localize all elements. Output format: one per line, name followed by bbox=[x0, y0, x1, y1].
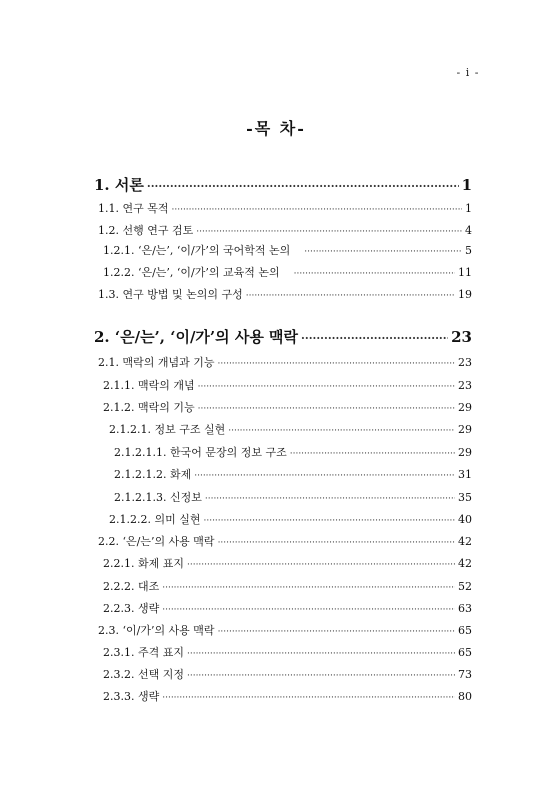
toc-entry-label: 1.2.1. ‘은/는’, ‘이/가’의 국어학적 논의 bbox=[103, 244, 291, 257]
toc-entry-1-2-1[interactable] bbox=[103, 242, 472, 258]
toc-title: -목 차- bbox=[246, 119, 306, 138]
toc-entry-page: 29 bbox=[458, 423, 472, 436]
toc-entry-2-1-2-1-1[interactable] bbox=[114, 444, 472, 460]
leader-dots bbox=[187, 560, 455, 570]
leader-dots bbox=[290, 449, 455, 459]
toc-entry-2-3-3[interactable] bbox=[103, 688, 472, 704]
toc-entry-page: 19 bbox=[458, 288, 472, 301]
leader-dots bbox=[187, 671, 455, 681]
toc-entry-1-1[interactable] bbox=[98, 200, 472, 216]
toc-entry-label: 2.1.2.1. 정보 구조 실현 bbox=[109, 423, 226, 436]
toc-entry-1-2[interactable] bbox=[98, 222, 472, 238]
toc-entry-page: 73 bbox=[458, 668, 472, 681]
toc-entry-page: 35 bbox=[458, 491, 472, 504]
leader-dots bbox=[294, 269, 455, 279]
toc-entry-2-2-3[interactable] bbox=[103, 600, 472, 616]
toc-entry-page: 63 bbox=[458, 602, 472, 615]
toc-entry-2-1[interactable] bbox=[98, 354, 472, 370]
toc-entry-page: 29 bbox=[458, 446, 472, 459]
leader-dots bbox=[198, 404, 455, 414]
toc-entry-label: 2. ‘은/는’, ‘이/가’의 사용 맥락 bbox=[94, 328, 299, 346]
toc-entry-page: 42 bbox=[458, 535, 472, 548]
toc-entry-1-2-2[interactable] bbox=[103, 264, 472, 280]
toc-entry-label: 2.2.1. 화제 표지 bbox=[103, 557, 184, 570]
leader-dots bbox=[301, 332, 448, 345]
leader-dots bbox=[162, 583, 455, 593]
toc-chapter-1[interactable] bbox=[94, 174, 472, 195]
toc-entry-2-1-1[interactable] bbox=[103, 377, 472, 393]
toc-entry-2-3-2[interactable] bbox=[103, 666, 472, 682]
toc-entry-2-3-1[interactable] bbox=[103, 644, 472, 660]
toc-entry-2-2-2[interactable] bbox=[103, 578, 472, 594]
toc-entry-page: 5 bbox=[465, 244, 472, 257]
leader-dots bbox=[205, 494, 455, 504]
toc-entry-page: 11 bbox=[458, 266, 472, 279]
page-number: - i - bbox=[456, 66, 480, 79]
toc-entry-2-1-2-1[interactable] bbox=[109, 421, 472, 437]
toc-entry-label: 2.1.2. 맥락의 기능 bbox=[103, 401, 195, 414]
toc-entry-label: 2.2.2. 대조 bbox=[103, 580, 160, 593]
toc-entry-label: 1. 서론 bbox=[94, 176, 144, 194]
toc-entry-page: 29 bbox=[458, 401, 472, 414]
toc-entry-page: 42 bbox=[458, 557, 472, 570]
leader-dots bbox=[304, 247, 462, 257]
toc-entry-label: 2.2. ‘은/는’의 사용 맥락 bbox=[98, 535, 215, 548]
leader-dots bbox=[228, 426, 455, 436]
toc-entry-page: 4 bbox=[465, 224, 472, 237]
leader-dots bbox=[203, 516, 455, 526]
leader-dots bbox=[172, 205, 463, 215]
toc-entry-2-1-2-1-2[interactable] bbox=[114, 466, 472, 482]
leader-dots bbox=[196, 227, 462, 237]
toc-entry-label: 2.2.3. 생략 bbox=[103, 602, 160, 615]
toc-entry-2-1-2[interactable] bbox=[103, 399, 472, 415]
toc-chapter-2[interactable] bbox=[94, 326, 472, 347]
leader-dots bbox=[198, 382, 455, 392]
toc-entry-page: 80 bbox=[458, 690, 472, 703]
leader-dots bbox=[187, 649, 455, 659]
toc-entry-page: 52 bbox=[458, 580, 472, 593]
toc-entry-page: 65 bbox=[458, 646, 472, 659]
toc-entry-label: 2.3.1. 주격 표지 bbox=[103, 646, 184, 659]
toc-entry-label: 2.1.2.1.3. 신정보 bbox=[114, 491, 202, 504]
toc-entry-page: 23 bbox=[458, 379, 472, 392]
leader-dots bbox=[218, 538, 455, 548]
leader-dots bbox=[162, 605, 455, 615]
toc-entry-page: 65 bbox=[458, 624, 472, 637]
leader-dots bbox=[218, 359, 456, 369]
leader-dots bbox=[162, 693, 455, 703]
leader-dots bbox=[194, 471, 455, 481]
toc-entry-page: 1 bbox=[461, 176, 472, 194]
toc-entry-page: 23 bbox=[451, 328, 472, 346]
toc-entry-label: 1.3. 연구 방법 및 논의의 구성 bbox=[98, 288, 243, 301]
toc-entry-page: 40 bbox=[458, 513, 472, 526]
toc-entry-label: 2.1.1. 맥락의 개념 bbox=[103, 379, 195, 392]
toc-entry-label: 2.1. 맥락의 개념과 기능 bbox=[98, 356, 215, 369]
toc-entry-page: 1 bbox=[465, 202, 472, 215]
toc-entry-label: 2.1.2.2. 의미 실현 bbox=[109, 513, 201, 526]
toc-entry-label: 1.1. 연구 목적 bbox=[98, 202, 169, 215]
toc-entry-label: 2.3.2. 선택 지정 bbox=[103, 668, 184, 681]
toc-entry-label: 1.2.2. ‘은/는’, ‘이/가’의 교육적 논의 bbox=[103, 266, 280, 279]
toc-entry-label: 2.1.2.1.2. 화제 bbox=[114, 468, 192, 481]
toc-entry-2-2[interactable] bbox=[98, 533, 472, 549]
toc-entry-page: 31 bbox=[458, 468, 472, 481]
leader-dots bbox=[147, 180, 459, 193]
leader-dots bbox=[218, 627, 455, 637]
toc-entry-label: 1.2. 선행 연구 검토 bbox=[98, 224, 194, 237]
toc-entry-1-3[interactable] bbox=[98, 286, 472, 302]
toc-entry-2-1-2-2[interactable] bbox=[109, 511, 472, 527]
toc-entry-label: 2.3.3. 생략 bbox=[103, 690, 160, 703]
toc-entry-label: 2.3. ‘이/가’의 사용 맥락 bbox=[98, 624, 215, 637]
leader-dots bbox=[246, 291, 455, 301]
toc-entry-2-3[interactable] bbox=[98, 622, 472, 638]
toc-entry-page: 23 bbox=[458, 356, 472, 369]
toc-entry-2-2-1[interactable] bbox=[103, 555, 472, 571]
toc-entry-2-1-2-1-3[interactable] bbox=[114, 489, 472, 505]
toc-entry-label: 2.1.2.1.1. 한국어 문장의 정보 구조 bbox=[114, 446, 287, 459]
